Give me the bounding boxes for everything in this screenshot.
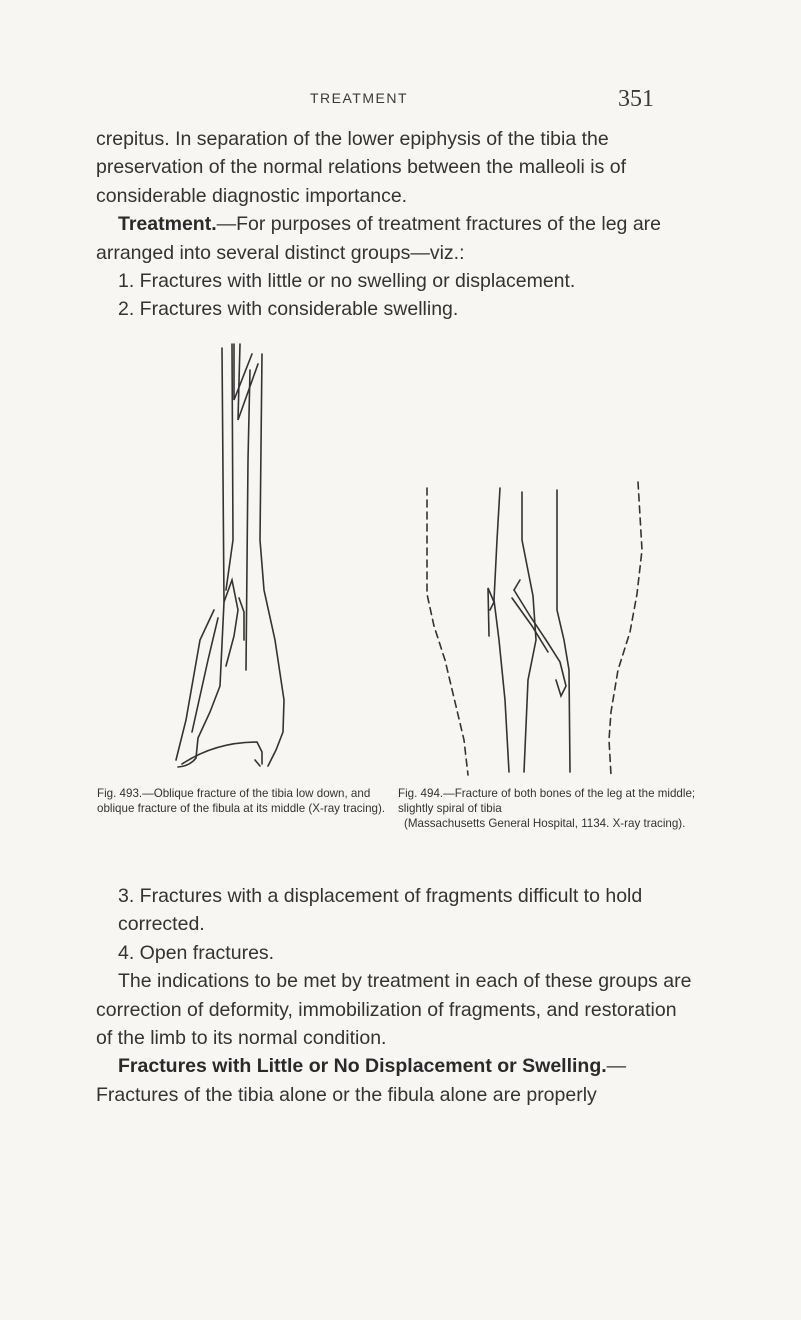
- tibia-canal-left: [226, 344, 233, 590]
- spiral-fracture-line: [514, 590, 566, 696]
- fibula-outline-left: [176, 610, 214, 760]
- limb-outline-right: [609, 482, 642, 775]
- text-little-displacement: — Fractures of the tibia alone or the fibula alone are properly: [96, 1055, 627, 1106]
- malleolus-tip: [255, 760, 260, 766]
- limb-outline-left: [427, 488, 468, 775]
- body-text-top: [96, 125, 696, 324]
- fibula-left-edge: [557, 490, 570, 772]
- running-title: TREATMENT: [310, 90, 409, 106]
- tibia-right-outline: [260, 354, 284, 766]
- fig-493-tibia-drawing: [176, 344, 284, 767]
- heading-little-displacement: Fractures with Little or No Displacement or Swelling.: [118, 1055, 607, 1078]
- xray-tracings: [0, 340, 801, 780]
- paragraph-little-displacement: [96, 1052, 696, 1109]
- paragraph-treatment: [96, 210, 696, 267]
- list-item-2: 2. Fractures with considerable swelling.: [118, 298, 459, 321]
- caption-text-493: —Oblique fracture of the tibia low down, and oblique fracture of the fibula at its middle (X-ray tracing).: [97, 787, 386, 815]
- tibia-canal-right: [246, 370, 250, 670]
- caption-fig-493: [97, 786, 387, 816]
- spiral-fracture-line-2: [512, 598, 548, 652]
- treatment-heading: Treatment.: [118, 213, 217, 236]
- paragraph-indications: The indications to be met by treatment in each of these groups are correction of deformity, immobilization of fragments, and restoration of the limb to its normal condition.: [96, 970, 692, 1050]
- treatment-text: —For purposes of treatment fractures of the leg are arranged into several distinct groups—viz.:: [96, 213, 662, 264]
- caption-fig-494: [398, 786, 708, 831]
- fibula-outline-right: [192, 618, 218, 732]
- caption-label-493: Fig. 493.: [97, 787, 143, 800]
- tibia-right-edge: [522, 492, 536, 772]
- fracture-line-lower: [239, 598, 244, 640]
- page-number: 351: [618, 86, 654, 112]
- fragment-left: [488, 588, 494, 636]
- fig-494-both-bones-drawing: [427, 482, 642, 775]
- tibia-left-edge: [494, 488, 509, 772]
- list-item-4: 4. Open fractures.: [118, 941, 275, 964]
- caption-label-494: Fig. 494.: [398, 787, 444, 800]
- figure-area: [0, 340, 801, 780]
- malleolus-left: [178, 758, 196, 767]
- running-head: [0, 88, 801, 112]
- list-item-3: 3. Fractures with a displacement of fragments difficult to hold corrected.: [118, 885, 643, 936]
- spiral-fracture-top: [514, 580, 520, 590]
- fibula-overlap: [224, 580, 238, 666]
- caption-text-494-cont: (Massachusetts General Hospital, 1134. X-ray tracing).: [404, 817, 686, 830]
- caption-text-494: —Fracture of both bones of the leg at the middle; slightly spiral of tibia: [398, 787, 696, 815]
- paragraph-crepitus: crepitus. In separation of the lower epiphysis of the tibia the preservation of the normal relations between the malleoli is of considerable diagnostic importance.: [96, 128, 627, 207]
- list-item-1: 1. Fractures with little or no swelling or displacement.: [118, 270, 576, 293]
- body-text-bottom: [96, 882, 696, 1109]
